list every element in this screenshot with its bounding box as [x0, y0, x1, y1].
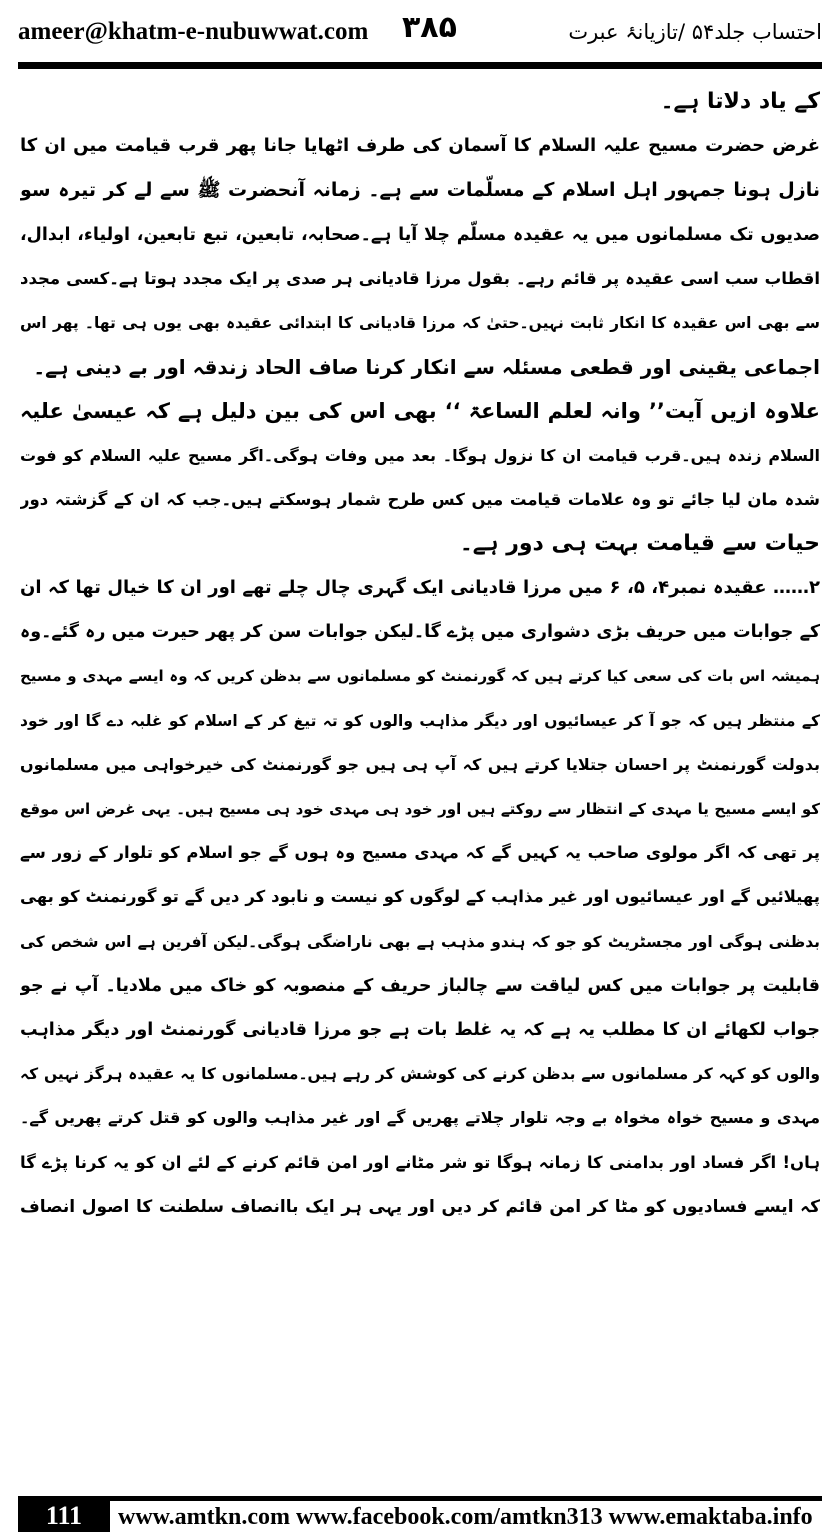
text-line: قابلیت پر جوابات میں کس لیاقت سے چالباز حریف کے منصوبہ کو خاک میں ملادیا۔ آپ نے جو	[20, 975, 820, 996]
page-number: ۳۸۵	[402, 10, 457, 45]
text-line: کو ایسے مسیح یا مہدی کے انتظار سے روکتے ہیں اور خود ہی مہدی خود ہی مسیح ہیں۔ یہی غرض اس موقع	[20, 800, 820, 818]
text-line: پر تھی کہ اگر مولوی صاحب یہ کہیں گے کہ مہدی مسیح وہ ہوں گے جو اسلام کو تلوار کے زور سے	[20, 843, 820, 863]
text-line: علاوہ ازیں آیت’’ وانہ لعلم الساعۃ ‘‘ بھی اس کی بین دلیل ہے کہ عیسیٰ علیہ	[20, 399, 820, 424]
book-title: احتساب جلد۵۴ /تازیانۂ عبرت	[568, 20, 822, 44]
page-body	[20, 80, 820, 1229]
text-line: اقطاب سب اسی عقیدہ پر قائم رہے۔ بقول مرزا قادیانی ہر صدی پر ایک مجدد ہوتا ہے۔کسی مجدد	[20, 268, 820, 288]
text-line: حیات سے قیامت بہت ہی دور ہے۔	[459, 530, 820, 556]
text-line: ہاں! اگر فساد اور بدامنی کا زمانہ ہوگا تو شر مٹانے اور امن قائم کرنے کے لئے ان کو یہ کرنا پڑے گا	[20, 1152, 820, 1172]
text-line: کے منتظر ہیں کہ جو آ کر عیسائیوں اور دیگر مذاہب والوں کو تہ تیغ کر کے اسلام کو غلبہ دے گا اور خود	[20, 711, 820, 730]
page-header	[18, 10, 822, 56]
text-line: پھیلائیں گے اور عیسائیوں اور غیر مذاہب کے لوگوں کو نیست و نابود کر دیں گے تو گورنمنٹ کو بھی	[20, 887, 820, 907]
text-line: صدیوں تک مسلمانوں میں یہ عقیدہ مسلّم چلا آیا ہے۔صحابہ، تابعین، تبع تابعین، اولیاء، ابدال،	[20, 224, 820, 245]
text-line: ۲…… عقیدہ نمبر۴، ۵، ۶ میں مرزا قادیانی ایک گہری چال چلے تھے اور ان کا خیال تھا کہ ان	[20, 577, 820, 599]
text-line: ہمیشہ اس بات کی سعی کیا کرتے ہیں کہ گورنمنٹ کو مسلمانوں سے بدظن کریں کہ وہ ایسے مہدی و مسیح	[20, 667, 820, 686]
text-line: کے جوابات میں حریف بڑی دشواری میں پڑے گا۔لیکن جوابات سن کر پھر حیرت میں رہ گئے۔وہ	[20, 622, 820, 643]
text-line: السلام زندہ ہیں۔قرب قیامت ان کا نزول ہوگا۔ بعد میں وفات ہوگی۔اگر مسیح علیہ السلام کو فوت	[20, 445, 820, 465]
text-line: بدولت گورنمنٹ پر احسان جتلایا کرتے ہیں کہ آپ ہی ہیں جو گورنمنٹ کی خیرخواہی میں مسلمانوں	[20, 754, 820, 774]
header-email: ameer@khatm-e-nubuwwat.com	[18, 18, 369, 45]
text-line: کہ ایسے فسادیوں کو مٹا کر امن قائم کر دیں اور یہی ہر ایک باانصاف سلطنت کا اصول انصاف	[20, 1196, 820, 1217]
text-line: کے یاد دلاتا ہے۔	[660, 89, 820, 114]
text-line: مہدی و مسیح خواہ مخواہ بے وجہ تلوار چلاتے پھریں گے اور غیر مذاہب والوں کو قتل کرتے پھریں گے۔	[20, 1108, 820, 1128]
text-line: بدظنی ہوگی اور مجسٹریٹ کو جو کہ ہندو مذہب ہے بھی ناراضگی ہوگی۔لیکن آفرین ہے اس شخص کی	[20, 932, 820, 951]
footer-links: www.amtkn.com www.facebook.com/amtkn313 www.emaktaba.info	[118, 1504, 813, 1530]
text-line: والوں کو کہہ کر مسلمانوں سے بدظن کرنے کی کوشش کر رہے ہیں۔مسلمانوں کا یہ عقیدہ ہرگز نہیں کہ	[20, 1065, 820, 1084]
header-rule	[18, 62, 822, 69]
page-footer	[18, 1496, 822, 1534]
text-line: سے بھی اس عقیدہ کا انکار ثابت نہیں۔حتیٰ کہ مرزا قادیانی کا ابتدائی عقیدہ بھی یوں ہی تھا۔ پھر اس	[20, 313, 820, 332]
text-line: جواب لکھائے ان کا مطلب یہ ہے کہ یہ غلط بات ہے جو مرزا قادیانی گورنمنٹ اور دیگر مذاہب	[20, 1019, 820, 1040]
text-line: شدہ مان لیا جائے تو وہ علامات قیامت میں کس طرح شمار ہوسکتے ہیں۔جب کہ ان کے گزشتہ دور	[20, 489, 820, 509]
folio-number: 111	[18, 1500, 110, 1532]
text-line: نازل ہونا جمہور اہل اسلام کے مسلّمات سے ہے۔ زمانہ آنحضرت ﷺ سے لے کر تیرہ سو	[20, 179, 820, 202]
text-line: غرض حضرت مسیح علیہ السلام کا آسمان کی طرف اٹھایا جانا پھر قرب قیامت میں ان کا	[20, 135, 820, 157]
footer-rule	[18, 1496, 822, 1501]
text-line: اجماعی یقینی اور قطعی مسئلہ سے انکار کرنا صاف الحاد زندقہ اور بے دینی ہے۔	[33, 355, 820, 380]
